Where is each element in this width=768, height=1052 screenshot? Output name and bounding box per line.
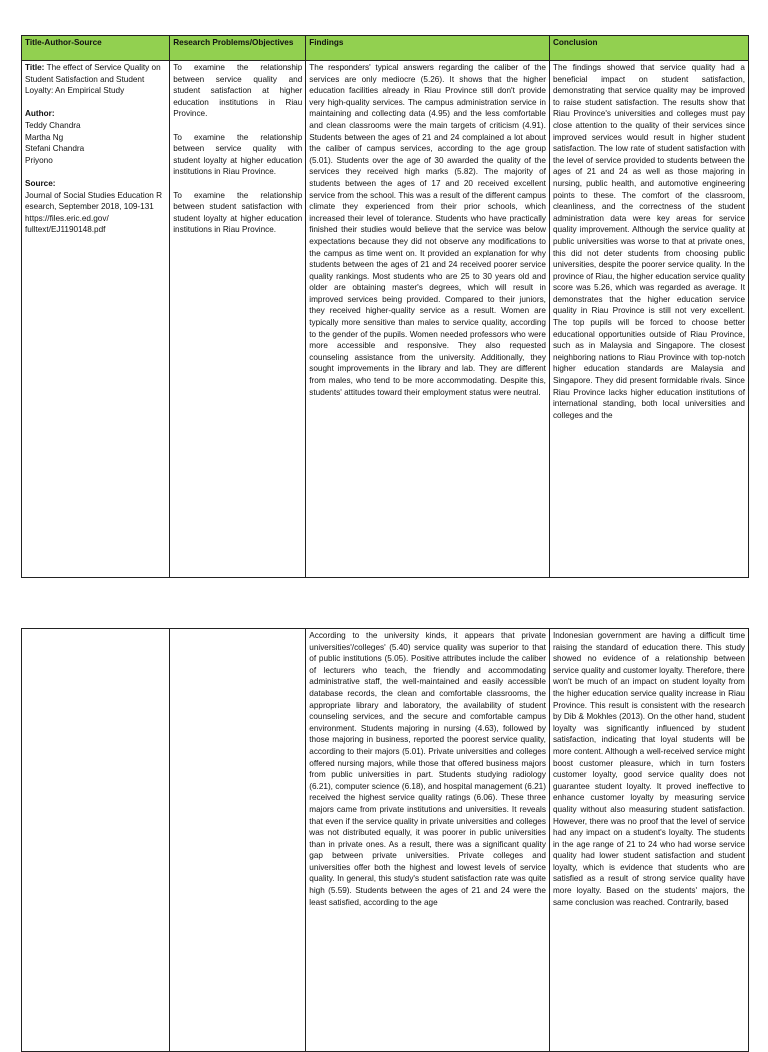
table-row [22,61,749,578]
source-label: Source: [25,178,56,188]
literature-table-page-2 [21,628,749,1052]
findings-cell [306,61,550,578]
study-title: The effect of Service Quality on Student Satisfaction and Student Loyalty: An Empirical Study [25,63,161,96]
objectives-cell [170,629,306,1052]
author-label: Author: [25,109,55,119]
table-row [22,629,749,1052]
objectives-cell [170,61,306,578]
objective-item: To examine the relationship between service quality and student satisfaction at higher education institutions in Riau Province. [173,63,303,119]
header-row [22,36,749,61]
objective-item: To examine the relationship between service quality with student loyalty at higher education institutions in Riau Province. [173,132,303,177]
title-label: Title: [25,63,45,72]
author-name: Teddy Chandra [25,120,81,130]
findings-text: The responders' typical answers regarding the caliber of the services are only mediocre (5.26). It shows that the higher education facilities already in Riau Province still don't provide very high-quality services. The campus administration service in maintaining and collecting data (4.95) and the less comfortable and clean classrooms were the main targets of criticism (4.91). Students between the ages of 21 and 24 complained a lot about the caliber of campus services, according to the age group (5.01). Students over the age of 30 awarded the quality of the services they received high marks (5.82). The majority of students between the ages of 17 and 20 received excellent service from the school. This was a result of the different campus climate they experienced from their prior schools, which increased their level of tolerance. Students who have practically finished their studies would believe that the service was below expectations because they did not observe any modifications to the campus as time went on. It provided an explanation for why students between the ages of 21 and 24 received poorer service quality rankings. Most students who are 25 to 30 years old and older are obtaining master's degrees, which will result in improved services being provided. Compared to their juniors, they received higher-quality service as a result. Women are typically more sensitive than males to service quality, according to the gender of the pupils. Women needed professors who were more accessible and responsive. They also requested counseling assistance from the university. Additionally, they sought improvements in the library and lab. They are different from males, who tend to be more accommodating. Despite this, students' attitudes toward their employment status were neutral. [309,63,546,397]
header-title-author-source: Title-Author-Source [22,36,170,61]
author-name: Stefani Chandra [25,144,85,154]
source-url-line: https://files.eric.ed.gov/ [25,213,109,223]
source-journal: Journal of Social Studies Education Research, September 2018, 109-131 [25,190,162,212]
header-research-objectives: Research Problems/Objectives [170,36,306,61]
conclusion-text-continued: Indonesian government are having a difficult time raising the standard of education there. This study showed no evidence of a relationship between service quality and customer loyalty. Therefore, there won't be much of an impact on student loyalty from the higher education service quality increase in Riau Province. This result is consistent with the research by Dib & Mokhles (2013). On the other hand, student loyalty was significantly influenced by student satisfaction, indicating that loyal students will be more content. Although a well-received service might boost customer pleasure, which in turn fosters customer loyalty, good service quality does not guarantee student loyalty. It proved ineffective to enhance customer loyalty by measuring service quality without also measuring student satisfaction. However, there was no proof that the level of service had any impact on a student's loyalty. The students in the age range of 21 to 24 who had worse service quality had lower student satisfaction and student loyalty, which is evidence that students who are satisfied as a result of strong service quality have more loyalty. Based on the students' majors, the same conclusion was reached. Contrarily, based [552,631,745,907]
findings-text-continued: According to the university kinds, it appears that private universities'/colleges' (5.40) service quality was superior to that of public institutions (5.05). Positive attributes include the caliber of lecturers who teach, the friendly and accommodating administrative staff, the well-maintained and easily accessible database records, the clean and comfortable classrooms, the appropriate library and laboratory, the availability of student counseling services, and the secure and comfortable campus environment. Students majoring in nursing (4.63), followed by those majoring in business, reported the poorest service quality, according to their majors (5.01). Private universities and colleges offered nursing majors, while those that offered business majors from public universities in part. Students studying radiology (6.21), computer science (6.18), and hospital management (6.21) received the highest service quality ratings (6.06). These three majors came from private institutions and universities. It reveals that even if the service quality in private universities and colleges was not distributed equally, it was poorer in public universities than in private ones. As a result, there was a significant quality gap between private universities. Private colleges and universities offer both the highest and lowest levels of service quality. In general, this study's student satisfaction rate was quite high (5.59). Students between the ages of 21 and 24 were the least satisfied, according to the age [309,631,546,907]
source-url-line: fulltext/EJ1190148.pdf [25,225,106,235]
literature-table-page-1 [21,35,749,578]
findings-cell [306,629,550,1052]
title-author-source-cell [22,61,170,578]
conclusion-cell [549,629,748,1052]
title-block [25,62,166,97]
title-author-source-cell [22,629,170,1052]
author-name: Priyono [25,155,53,165]
source-block [25,178,166,236]
author-name: Martha Ng [25,132,64,142]
objective-item: To examine the relationship between student satisfaction with student loyalty at higher education institutions in Riau Province. [173,190,303,235]
author-block [25,108,166,166]
conclusion-cell [549,61,748,578]
header-findings: Findings [306,36,550,61]
header-conclusion: Conclusion [549,36,748,61]
conclusion-text: The findings showed that service quality had a beneficial impact on student satisfaction, demonstrating that service quality may be improved to raise student satisfaction. The results show that Riau Province's universities and colleges must pay close attention to the quality of their services since improved services would result in higher student satisfaction. The low rate of student satisfaction with the level of service provided to students between the ages of 21 and 24 as well as those majoring in nursing, public health, and automotive engineering points to these. The comfort of the classroom, cleanliness, and the correctness of the student administration data were key areas for service quality improvement. Although the service quality at public universities was worse to that at private ones, this did not deter students from choosing public universities, despite the poorer service quality. In the province of Riau, the higher education service quality score was 5.26, which was regarded as average. It demonstrates that the higher education service quality in Riau Province is still not very excellent. The top pupils will be forced to choose better educational opportunities outside of Riau Province, such as in Malaysia and Singapore. The closest neighboring nations to Riau Province with top-notch higher education standards are Malaysia and Singapore. They did present formidable rivals. Since Riau Province lacks higher education institutions of international standing, both local universities and colleges and the [552,63,746,420]
